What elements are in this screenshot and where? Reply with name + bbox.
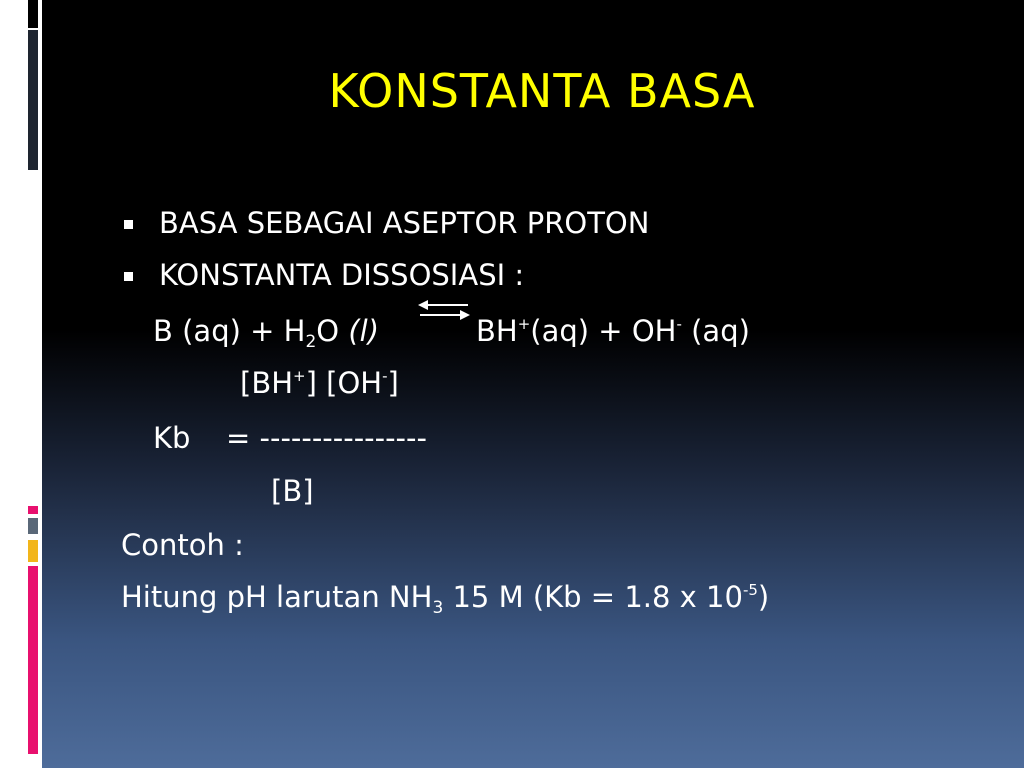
stripe-pink-small xyxy=(28,506,38,514)
equilibrium-arrows-icon xyxy=(416,298,472,324)
kb-label: Kb xyxy=(153,421,191,455)
bullet-text-2: KONSTANTA DISSOSIASI : xyxy=(159,258,525,292)
reaction-rhs: BH+(aq) + OH- (aq) xyxy=(476,314,750,348)
kb-numerator: [BH+] [OH-] xyxy=(240,366,399,400)
stripe-slate xyxy=(28,518,38,534)
slide-title: KONSTANTA BASA xyxy=(328,64,756,118)
example-heading: Contoh : xyxy=(121,528,244,562)
example-problem: Hitung pH larutan $NH_3$ 15 M (Kb = 1.8 x $10^{-5}$) xyxy=(121,580,770,618)
square-bullet-icon xyxy=(124,220,133,229)
square-bullet-icon xyxy=(124,272,133,281)
stripe-pink-long xyxy=(28,566,38,754)
stripe-gold xyxy=(28,540,38,562)
kb-fraction-bar: = ---------------- xyxy=(226,421,427,455)
kb-denominator: [B] xyxy=(271,474,314,508)
reaction-lhs: B $(aq) + H_2O$ (l) xyxy=(153,314,380,352)
bullet-text-1: BASA SEBAGAI ASEPTOR PROTON xyxy=(159,206,650,240)
stripe-top-dark xyxy=(28,0,38,28)
